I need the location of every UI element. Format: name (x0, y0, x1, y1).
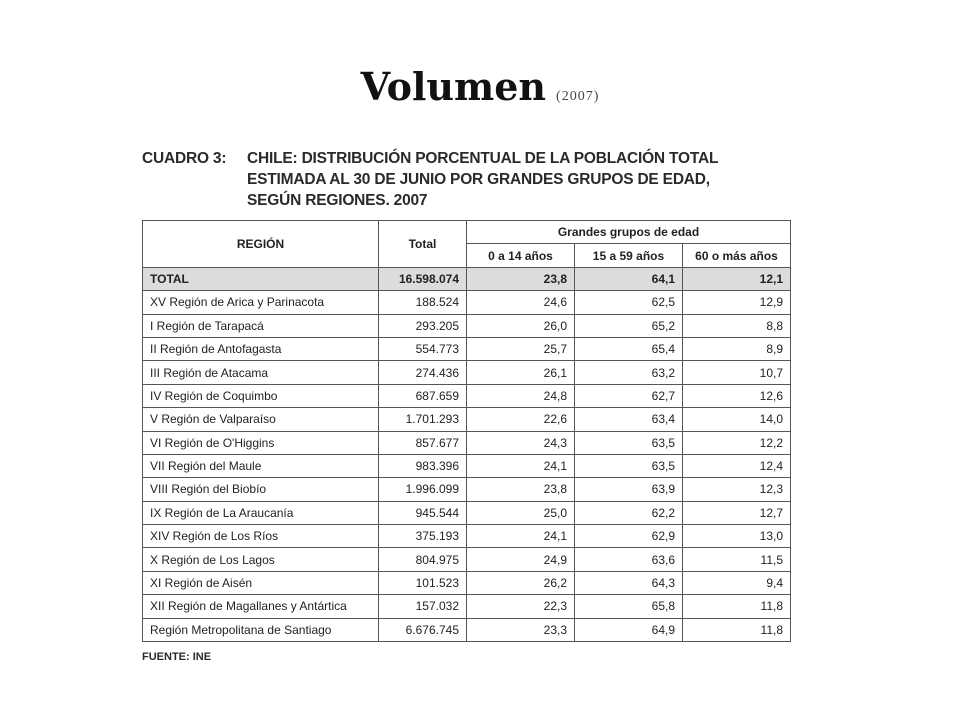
cell-age-0-14: 22,3 (467, 595, 575, 618)
cell-age-0-14: 26,0 (467, 314, 575, 337)
cell-region: I Región de Tarapacá (143, 314, 379, 337)
table-row (143, 361, 791, 384)
table-row (143, 595, 791, 618)
header-age-60-plus: 60 o más años (683, 244, 791, 267)
cell-age-15-59: 64,9 (575, 618, 683, 641)
table-row (143, 618, 791, 641)
cell-region: IV Región de Coquimbo (143, 384, 379, 407)
cell-age-0-14: 24,1 (467, 525, 575, 548)
cell-age-15-59: 62,2 (575, 501, 683, 524)
cell-age-15-59: 63,4 (575, 408, 683, 431)
cell-age-60-plus: 13,0 (683, 525, 791, 548)
cell-region: XII Región de Magallanes y Antártica (143, 595, 379, 618)
cell-age-60-plus: 11,5 (683, 548, 791, 571)
cell-total: 101.523 (379, 571, 467, 594)
cell-age-15-59: 63,5 (575, 431, 683, 454)
cell-age-15-59: 63,5 (575, 454, 683, 477)
cell-region: X Región de Los Lagos (143, 548, 379, 571)
cell-age-60-plus: 9,4 (683, 571, 791, 594)
cell-age-60-plus: 12,1 (683, 267, 791, 290)
cell-age-60-plus: 10,7 (683, 361, 791, 384)
cell-age-60-plus: 12,6 (683, 384, 791, 407)
cell-age-60-plus: 12,9 (683, 291, 791, 314)
table-body (143, 267, 791, 641)
cell-age-0-14: 24,8 (467, 384, 575, 407)
cell-total: 157.032 (379, 595, 467, 618)
table-row (143, 571, 791, 594)
source-note: FUENTE: INE (142, 651, 212, 663)
table-row (143, 337, 791, 360)
table-row (143, 501, 791, 524)
cell-age-0-14: 23,3 (467, 618, 575, 641)
cell-region: TOTAL (143, 267, 379, 290)
cell-total: 1.701.293 (379, 408, 467, 431)
cell-total: 945.544 (379, 501, 467, 524)
table-row (143, 314, 791, 337)
table-row (143, 454, 791, 477)
cell-age-0-14: 24,3 (467, 431, 575, 454)
cell-age-15-59: 63,2 (575, 361, 683, 384)
caption-line: SEGÚN REGIONES. 2007 (247, 192, 428, 209)
cell-age-15-59: 62,9 (575, 525, 683, 548)
cell-age-60-plus: 12,2 (683, 431, 791, 454)
table-row (143, 525, 791, 548)
table-row (143, 291, 791, 314)
cell-age-15-59: 63,6 (575, 548, 683, 571)
table-row (143, 408, 791, 431)
table-row (143, 384, 791, 407)
cell-region: III Región de Atacama (143, 361, 379, 384)
cell-age-15-59: 64,1 (575, 267, 683, 290)
cell-total: 293.205 (379, 314, 467, 337)
cell-age-0-14: 23,8 (467, 267, 575, 290)
cell-region: VI Región de O'Higgins (143, 431, 379, 454)
cell-total: 983.396 (379, 454, 467, 477)
cell-region: XIV Región de Los Ríos (143, 525, 379, 548)
population-table (142, 220, 791, 642)
cell-total: 1.996.099 (379, 478, 467, 501)
header-age-0-14: 0 a 14 años (467, 244, 575, 267)
header-total: Total (379, 221, 467, 268)
cell-total: 554.773 (379, 337, 467, 360)
cell-age-0-14: 22,6 (467, 408, 575, 431)
table-row (143, 431, 791, 454)
title-year: (2007) (556, 89, 600, 104)
header-age-15-59: 15 a 59 años (575, 244, 683, 267)
cell-age-60-plus: 12,3 (683, 478, 791, 501)
cell-age-0-14: 24,6 (467, 291, 575, 314)
cell-total: 375.193 (379, 525, 467, 548)
cell-age-15-59: 62,7 (575, 384, 683, 407)
cell-total: 188.524 (379, 291, 467, 314)
cell-age-0-14: 26,1 (467, 361, 575, 384)
cell-total: 804.975 (379, 548, 467, 571)
cell-age-60-plus: 14,0 (683, 408, 791, 431)
cell-age-0-14: 25,0 (467, 501, 575, 524)
cell-age-0-14: 24,1 (467, 454, 575, 477)
cell-region: V Región de Valparaíso (143, 408, 379, 431)
table-header (143, 221, 791, 268)
cell-age-0-14: 25,7 (467, 337, 575, 360)
cell-age-60-plus: 12,7 (683, 501, 791, 524)
header-age-groups: Grandes grupos de edad (467, 221, 791, 244)
cell-total: 274.436 (379, 361, 467, 384)
cell-region: VIII Región del Biobío (143, 478, 379, 501)
caption-line: ESTIMADA AL 30 DE JUNIO POR GRANDES GRUPOS DE EDAD, (247, 171, 710, 188)
cell-age-15-59: 64,3 (575, 571, 683, 594)
cell-age-15-59: 65,8 (575, 595, 683, 618)
cell-region: Región Metropolitana de Santiago (143, 618, 379, 641)
cell-total: 857.677 (379, 431, 467, 454)
caption-text (247, 148, 787, 211)
cell-age-0-14: 23,8 (467, 478, 575, 501)
title-text: Volumen (360, 64, 547, 109)
cell-age-15-59: 63,9 (575, 478, 683, 501)
cell-age-60-plus: 11,8 (683, 618, 791, 641)
table-row (143, 548, 791, 571)
cell-age-60-plus: 11,8 (683, 595, 791, 618)
cell-age-0-14: 26,2 (467, 571, 575, 594)
cell-total: 16.598.074 (379, 267, 467, 290)
slide-title (0, 64, 960, 109)
header-region: REGIÓN (143, 221, 379, 268)
table-row (143, 478, 791, 501)
cell-age-0-14: 24,9 (467, 548, 575, 571)
cell-age-60-plus: 8,9 (683, 337, 791, 360)
caption-line: CHILE: DISTRIBUCIÓN PORCENTUAL DE LA POBLACIÓN TOTAL (247, 150, 719, 167)
cell-age-60-plus: 8,8 (683, 314, 791, 337)
cell-total: 687.659 (379, 384, 467, 407)
cell-region: VII Región del Maule (143, 454, 379, 477)
cell-age-60-plus: 12,4 (683, 454, 791, 477)
cell-region: IX Región de La Araucanía (143, 501, 379, 524)
cell-total: 6.676.745 (379, 618, 467, 641)
cell-region: XV Región de Arica y Parinacota (143, 291, 379, 314)
cell-age-15-59: 62,5 (575, 291, 683, 314)
cell-age-15-59: 65,4 (575, 337, 683, 360)
cell-region: XI Región de Aisén (143, 571, 379, 594)
table-row-total (143, 267, 791, 290)
caption-tag: CUADRO 3: (142, 150, 227, 167)
cell-region: II Región de Antofagasta (143, 337, 379, 360)
cell-age-15-59: 65,2 (575, 314, 683, 337)
